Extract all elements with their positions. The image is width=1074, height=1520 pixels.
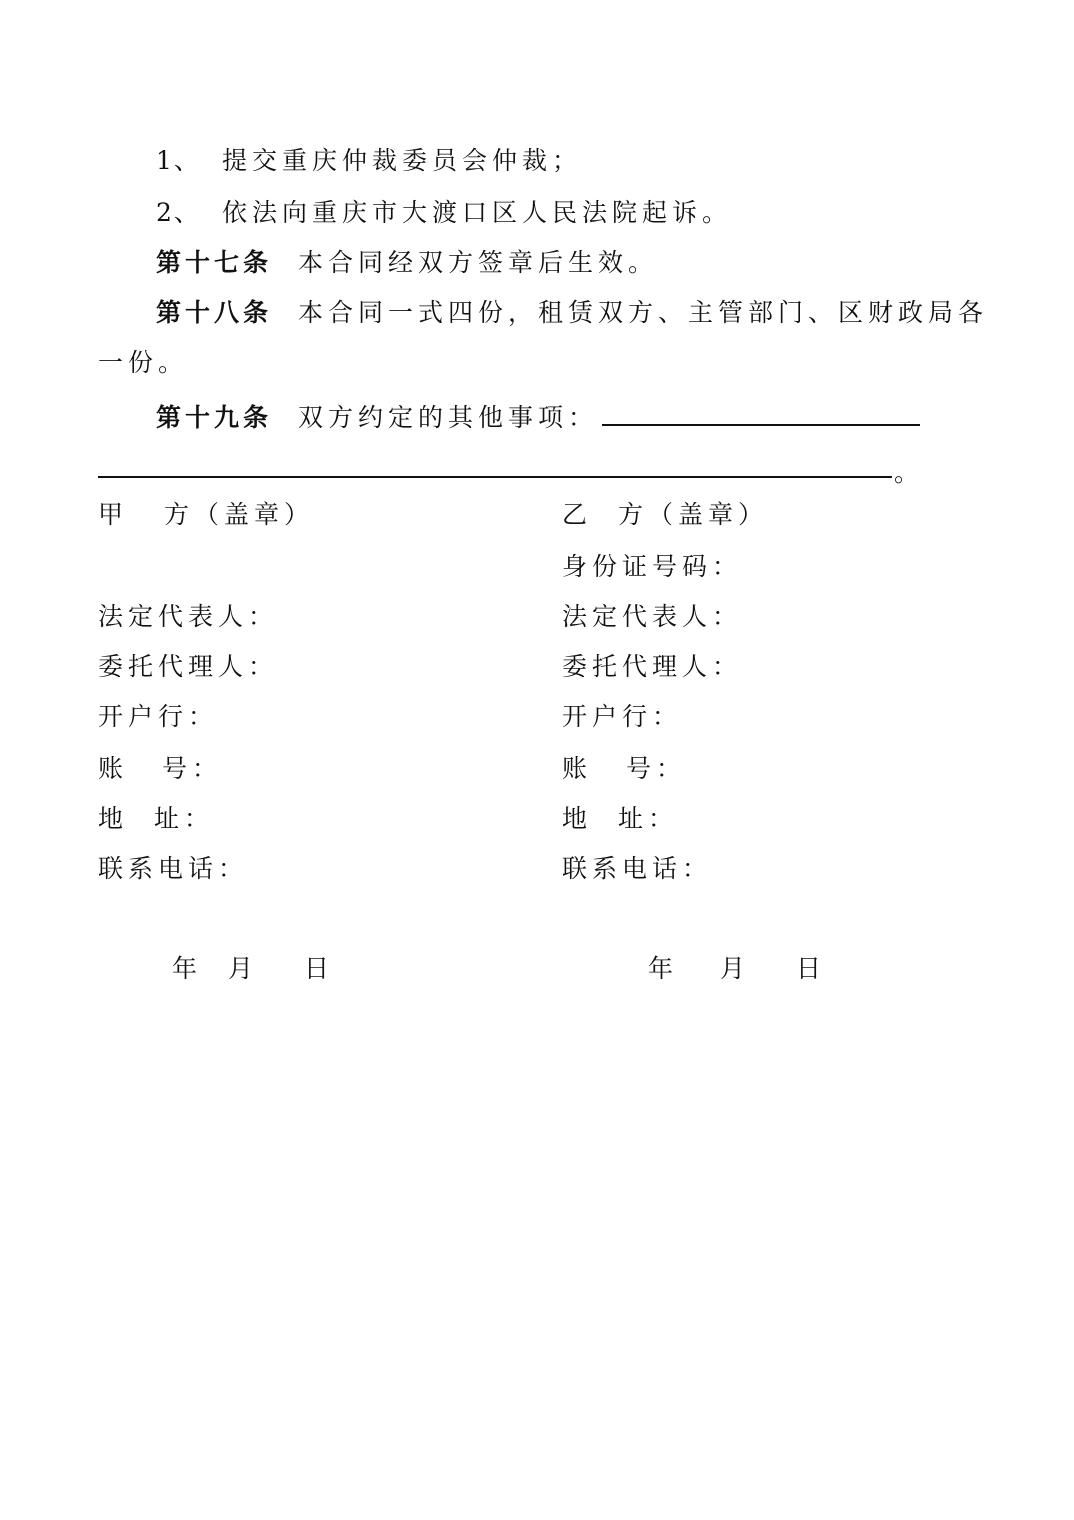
date-month: 月 <box>720 954 751 983</box>
date-year: 年 <box>648 954 679 983</box>
party-b-phone: 联系电话： <box>562 854 713 883</box>
clause-item-2 <box>156 196 732 230</box>
item-number: 1、 <box>156 146 201 175</box>
date-year: 年 <box>172 954 203 983</box>
end-period: 。 <box>894 458 920 487</box>
party-b-address: 地 址： <box>562 804 679 833</box>
party-a-bank: 开户行： <box>98 702 219 731</box>
item-text: 依法向重庆市大渡口区人民法院起诉。 <box>222 198 733 227</box>
article-19 <box>156 398 920 435</box>
date-month: 月 <box>228 954 259 983</box>
party-a-address: 地 址： <box>98 804 215 833</box>
article-title: 第十七条 <box>156 248 273 277</box>
party-a-agent: 委托代理人： <box>98 652 279 681</box>
item-number: 2、 <box>156 198 201 227</box>
party-a-date <box>172 952 334 986</box>
article-text: 一份。 <box>98 348 189 377</box>
article-text: 本合同一式四份，租赁双方、主管部门、区财政局各 <box>298 298 989 327</box>
clause-item-1 <box>156 144 582 178</box>
party-b-heading: 乙 方（盖章） <box>562 500 769 529</box>
party-b-account: 账 号： <box>562 754 687 783</box>
party-a-heading: 甲 方（盖章） <box>98 500 315 529</box>
date-day: 日 <box>796 954 827 983</box>
article-18 <box>156 296 988 330</box>
party-b-bank: 开户行： <box>562 702 683 731</box>
party-a-account: 账 号： <box>98 754 223 783</box>
fill-in-blank-line <box>98 476 892 478</box>
party-b-date <box>648 952 826 986</box>
article-text: 本合同经双方签章后生效。 <box>298 248 659 277</box>
party-a-legal-rep: 法定代表人： <box>98 602 279 631</box>
article-17 <box>156 246 658 280</box>
party-a-phone: 联系电话： <box>98 854 249 883</box>
date-day: 日 <box>304 954 335 983</box>
article-title: 第十九条 <box>156 403 273 432</box>
party-b-agent: 委托代理人： <box>562 652 743 681</box>
party-b-id-number: 身份证号码： <box>562 552 743 581</box>
article-text: 双方约定的其他事项： <box>298 403 599 432</box>
item-text: 提交重庆仲裁委员会仲裁； <box>222 146 583 175</box>
article-18-continued <box>98 346 188 380</box>
party-b-legal-rep: 法定代表人： <box>562 602 743 631</box>
article-title: 第十八条 <box>156 298 273 327</box>
fill-in-blank <box>602 398 920 426</box>
